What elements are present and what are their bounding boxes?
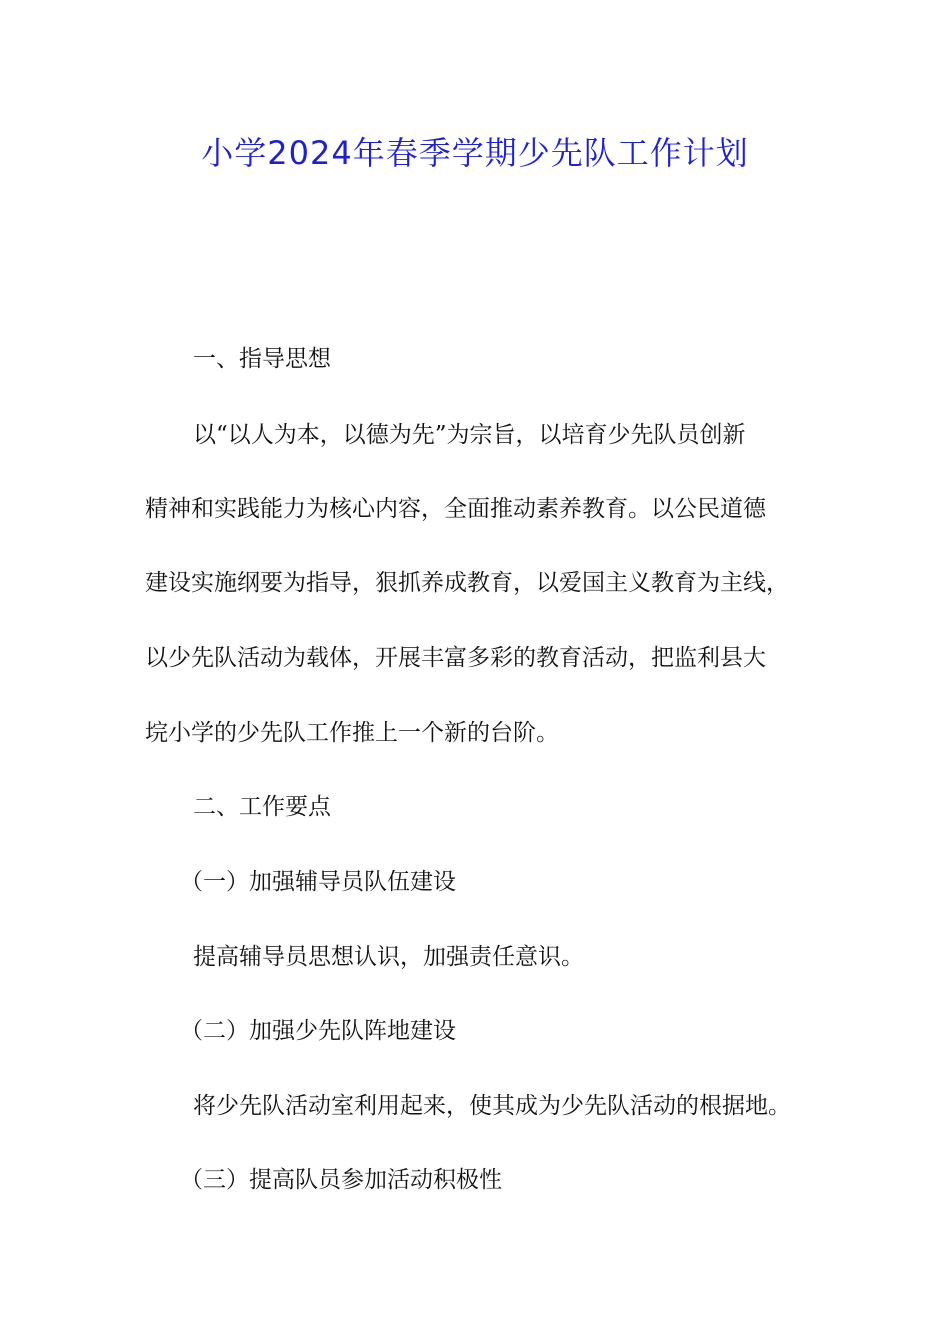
paragraph-line-2: 精神和实践能力为核心内容，全面推动素养教育。以公民道德 <box>145 496 766 522</box>
paragraph-line-5: 垸小学的少先队工作推上一个新的台阶。 <box>145 720 559 746</box>
paragraph-line-1: 以“以人为本，以德为先”为宗旨，以培育少先队员创新 <box>193 422 746 448</box>
paragraph-line-4: 以少先队活动为载体，开展丰富多彩的教育活动，把监利县大 <box>145 645 766 671</box>
subsection-heading-1: （一）加强辅导员队伍建设 <box>180 869 456 895</box>
subsection-text-2: 将少先队活动室利用起来，使其成为少先队活动的根据地。 <box>193 1093 791 1119</box>
section-heading-work-points: 二、工作要点 <box>193 794 331 820</box>
paragraph-line-3: 建设实施纲要为指导，狠抓养成教育，以爱国主义教育为主线， <box>145 570 789 596</box>
section-heading-guiding-thought: 一、指导思想 <box>193 346 331 372</box>
subsection-heading-3: （三）提高队员参加活动积极性 <box>180 1167 502 1193</box>
subsection-text-1: 提高辅导员思想认识，加强责任意识。 <box>193 944 584 970</box>
document-title: 小学2024年春季学期少先队工作计划 <box>201 134 749 172</box>
subsection-heading-2: （二）加强少先队阵地建设 <box>180 1018 456 1044</box>
